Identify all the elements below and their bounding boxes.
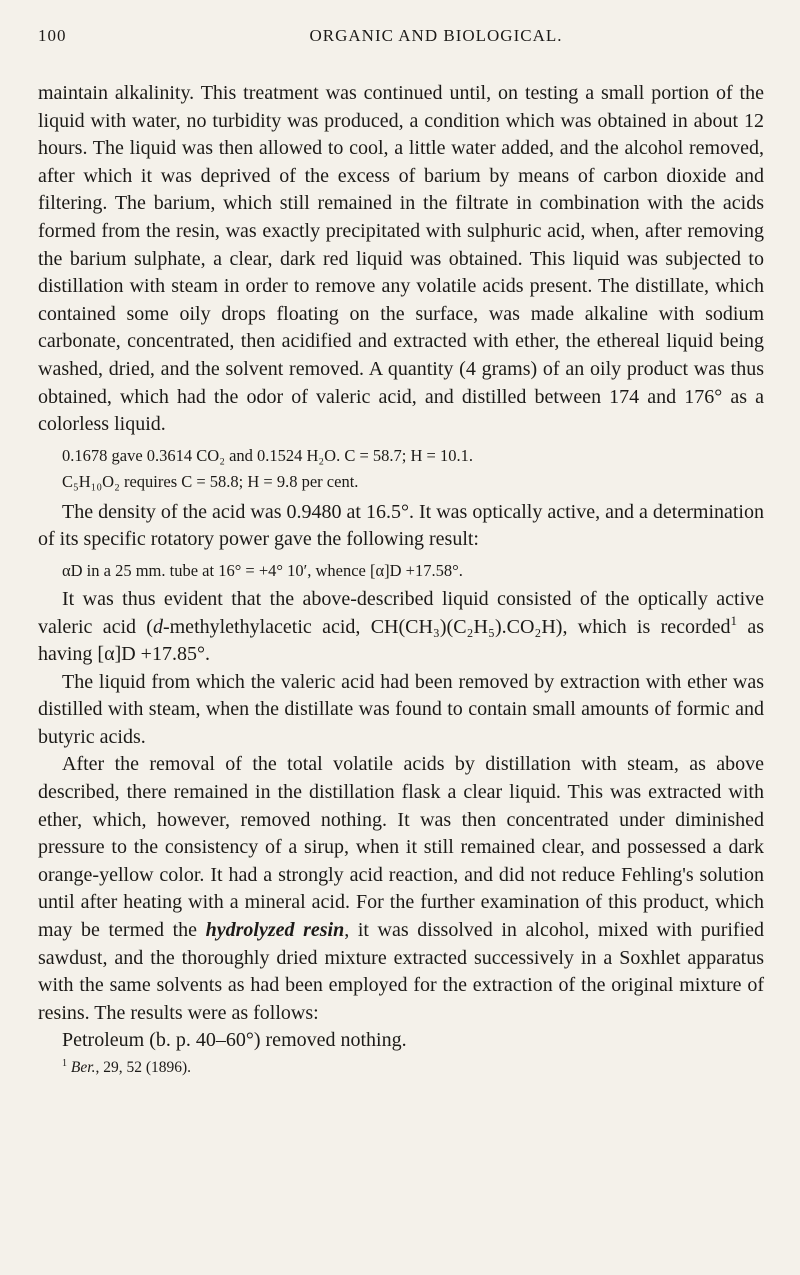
footnote bbox=[38, 1057, 764, 1079]
paragraph-5-text-b: , it was dissolved in alcohol, mixed with purified sawdust, and the thoroughly dried mixture extracted successively in a Soxhlet apparatus with the same solvents as had been employed for the extraction of the original mixture of resins. The results were as follows: bbox=[38, 919, 765, 1024]
rotation-measurement: αD in a 25 mm. tube at 16° = +4° 10′, whence [α]D +17.58°. bbox=[62, 560, 463, 580]
paragraph-3-text-b: -methylethylacetic acid, CH(CH₃)(C₂H₅).CO₂H), which is recorded bbox=[162, 615, 731, 638]
paragraph-3-text-a: It was thus evident that the above-described liquid consisted of the optically active valeric acid ( bbox=[38, 587, 764, 638]
paragraph-1: maintain alkalinity. This treatment was continued until, on testing a small portion of the liquid with water, no turbidity was produced, a condition which was obtained in about 12 hours. The liquid was then allowed to cool, a little water added, and the alcohol removed, after which it was deprived of the excess of barium by means of carbon dioxide and filtering. The barium, which still remained in the filtrate in combination with the acids formed from the resin, was exactly precipitated with sulphuric acid, when, after removing the barium sulphate, a clear, dark red liquid was obtained. This liquid was subjected to distillation with steam in order to remove any volatile acids present. The distillate, which contained some oily drops floating on the surface, was made alkaline with sodium carbonate, concentrated, then acidified and extracted with ether, the ethereal liquid being washed, dried, and the solvent removed. A quantity (4 grams) of an oily product was thus obtained, which had the odor of valeric acid, and distilled between 174 and 176° as a colorless liquid. bbox=[38, 82, 764, 436]
body-text bbox=[38, 80, 764, 1079]
page-number: 100 bbox=[38, 26, 67, 45]
analysis-requirement: C₅H₁₀O₂ requires C = 58.8; H = 9.8 per cent. bbox=[62, 471, 359, 491]
paragraph-5 bbox=[38, 751, 764, 1027]
dextro-prefix: d bbox=[152, 615, 163, 638]
hydrolyzed-resin-term: hydrolyzed resin bbox=[205, 919, 345, 942]
paragraph-6: Petroleum (b. p. 40–60°) removed nothing. bbox=[62, 1029, 407, 1052]
footnote-mark: 1 bbox=[62, 1057, 68, 1069]
paragraph-5-text-a: After the removal of the total volatile acids by distillation with steam, as above described, there remained in the distillation flask a clear liquid. This was extracted with ether, which, however, removed nothing. It was then concentrated under diminished pressure to the consistency of a sirup, when it still remained clear, and possessed a dark orange-yellow color. It had a strongly acid reaction, and did not reduce Fehling's solution until after heating with a mineral acid. For the further examination of this product, which may be termed the bbox=[38, 753, 764, 942]
footnote-reference: 1 bbox=[730, 612, 738, 628]
paragraph-3 bbox=[38, 586, 764, 669]
running-head bbox=[38, 26, 764, 50]
paragraph-2: The density of the acid was 0.9480 at 16.5°. It was optically active, and a determination of its specific rotatory power gave the following result: bbox=[38, 500, 764, 551]
footnote-citation: , 29, 52 (1896). bbox=[95, 1059, 192, 1076]
running-title: ORGANIC AND BIOLOGICAL. bbox=[309, 26, 563, 45]
analysis-result: 0.1678 gave 0.3614 CO₂ and 0.1524 H₂O. C = 58.7; H = 10.1. bbox=[62, 445, 473, 465]
paragraph-3-text-c: as having [α]D +17.85°. bbox=[38, 615, 764, 666]
paragraph-4: The liquid from which the valeric acid had been removed by extraction with ether was distilled with steam, when the distillate was found to contain small amounts of formic and butyric acids. bbox=[38, 670, 764, 748]
footnote-journal: Ber. bbox=[70, 1059, 96, 1076]
